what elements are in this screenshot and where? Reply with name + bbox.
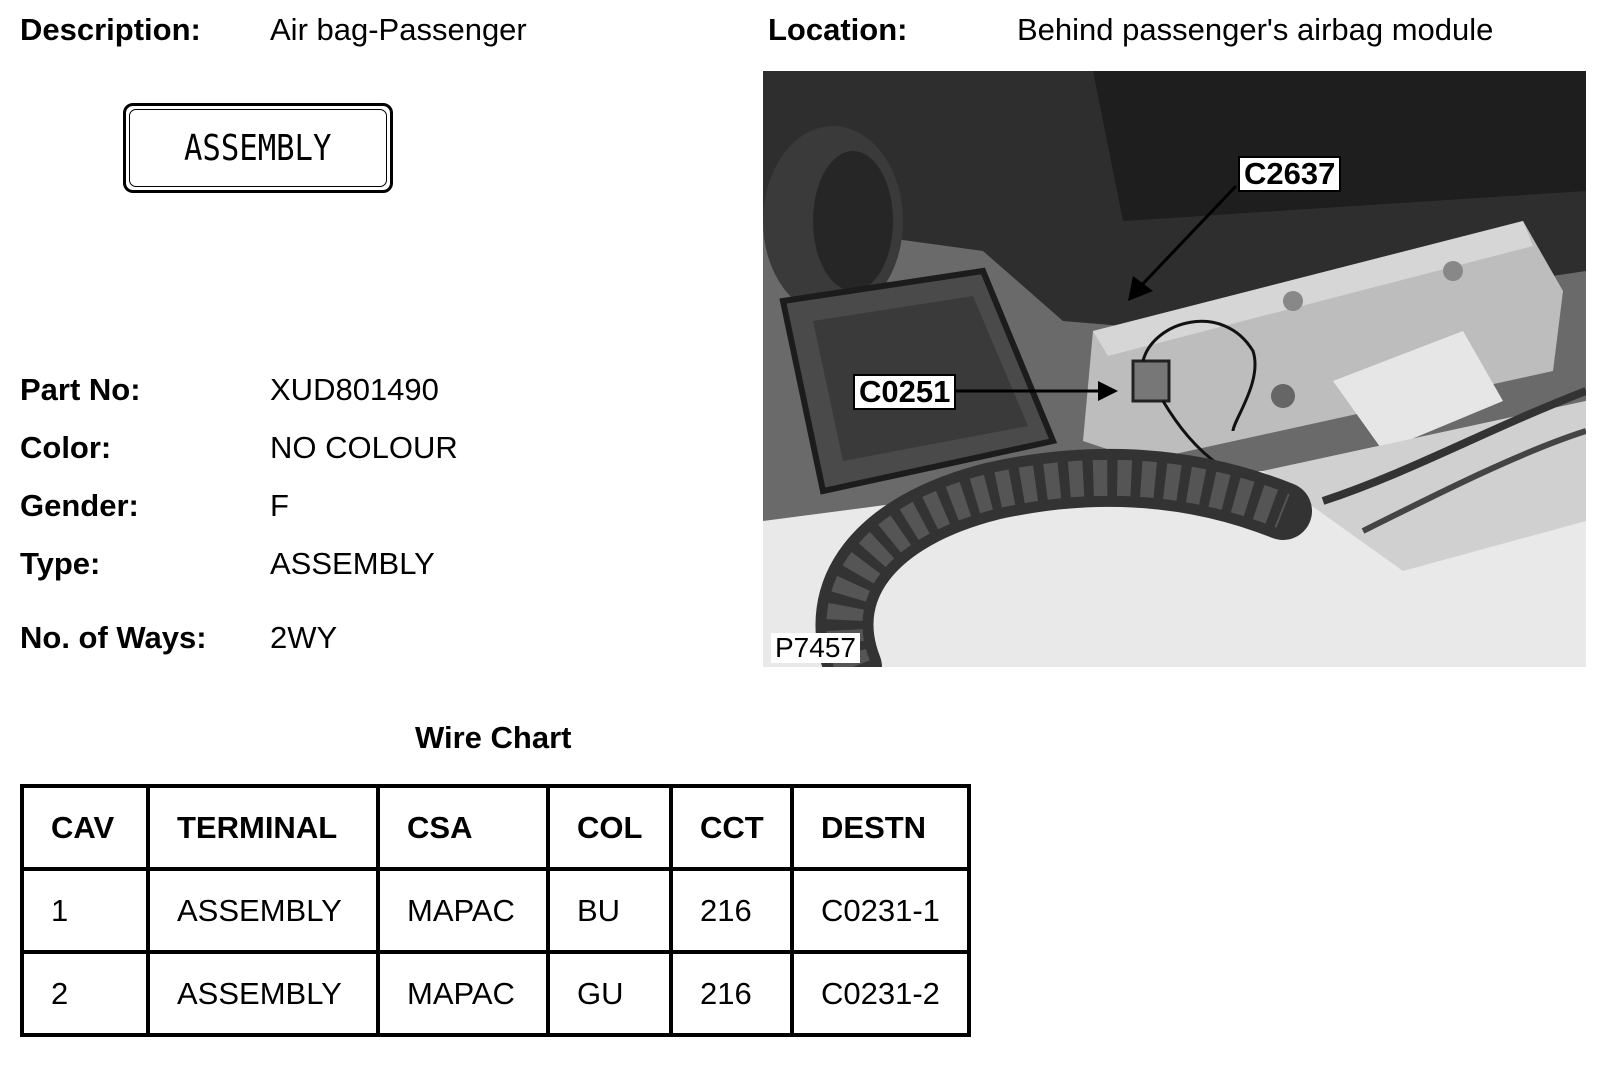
- photo-id: P7457: [771, 633, 860, 663]
- cell-col: BU: [548, 869, 671, 952]
- header-col: COL: [548, 786, 671, 869]
- photo-drawing: [763, 71, 1586, 667]
- callout-c2637: C2637: [1238, 156, 1341, 192]
- ways-label: No. of Ways:: [20, 620, 207, 655]
- cell-csa: MAPAC: [378, 869, 548, 952]
- header-cct: CCT: [671, 786, 792, 869]
- color-value: NO COLOUR: [270, 430, 458, 465]
- cell-terminal: ASSEMBLY: [148, 952, 378, 1035]
- ways-value: 2WY: [270, 620, 338, 655]
- part-no-value: XUD801490: [270, 372, 439, 407]
- cell-csa: MAPAC: [378, 952, 548, 1035]
- location-photo: [763, 71, 1586, 667]
- type-value: ASSEMBLY: [270, 546, 435, 581]
- type-label: Type:: [20, 546, 101, 581]
- header-cav: CAV: [22, 786, 148, 869]
- gender-label: Gender:: [20, 488, 139, 523]
- table-header-row: [22, 786, 969, 869]
- cell-destn: C0231-2: [792, 952, 969, 1035]
- cell-cav: 1: [22, 869, 148, 952]
- gender-value: F: [270, 488, 289, 523]
- header-csa: CSA: [378, 786, 548, 869]
- description-value: Air bag-Passenger: [270, 12, 527, 47]
- cell-col: GU: [548, 952, 671, 1035]
- header-destn: DESTN: [792, 786, 969, 869]
- part-no-label: Part No:: [20, 372, 141, 407]
- wire-chart-title: Wire Chart: [415, 720, 572, 755]
- table-row: [22, 869, 969, 952]
- cell-cav: 2: [22, 952, 148, 1035]
- wire-chart-table: [20, 784, 971, 1037]
- assembly-symbol: [123, 103, 393, 193]
- cell-destn: C0231-1: [792, 869, 969, 952]
- color-label: Color:: [20, 430, 112, 465]
- cell-cct: 216: [671, 952, 792, 1035]
- table-row: [22, 952, 969, 1035]
- location-label: Location:: [768, 12, 908, 47]
- callout-c0251: C0251: [853, 374, 956, 410]
- location-value: Behind passenger's airbag module: [1017, 12, 1494, 47]
- assembly-symbol-text: ASSEMBLY: [184, 127, 332, 169]
- cell-terminal: ASSEMBLY: [148, 869, 378, 952]
- cell-cct: 216: [671, 869, 792, 952]
- header-terminal: TERMINAL: [148, 786, 378, 869]
- description-label: Description:: [20, 12, 201, 47]
